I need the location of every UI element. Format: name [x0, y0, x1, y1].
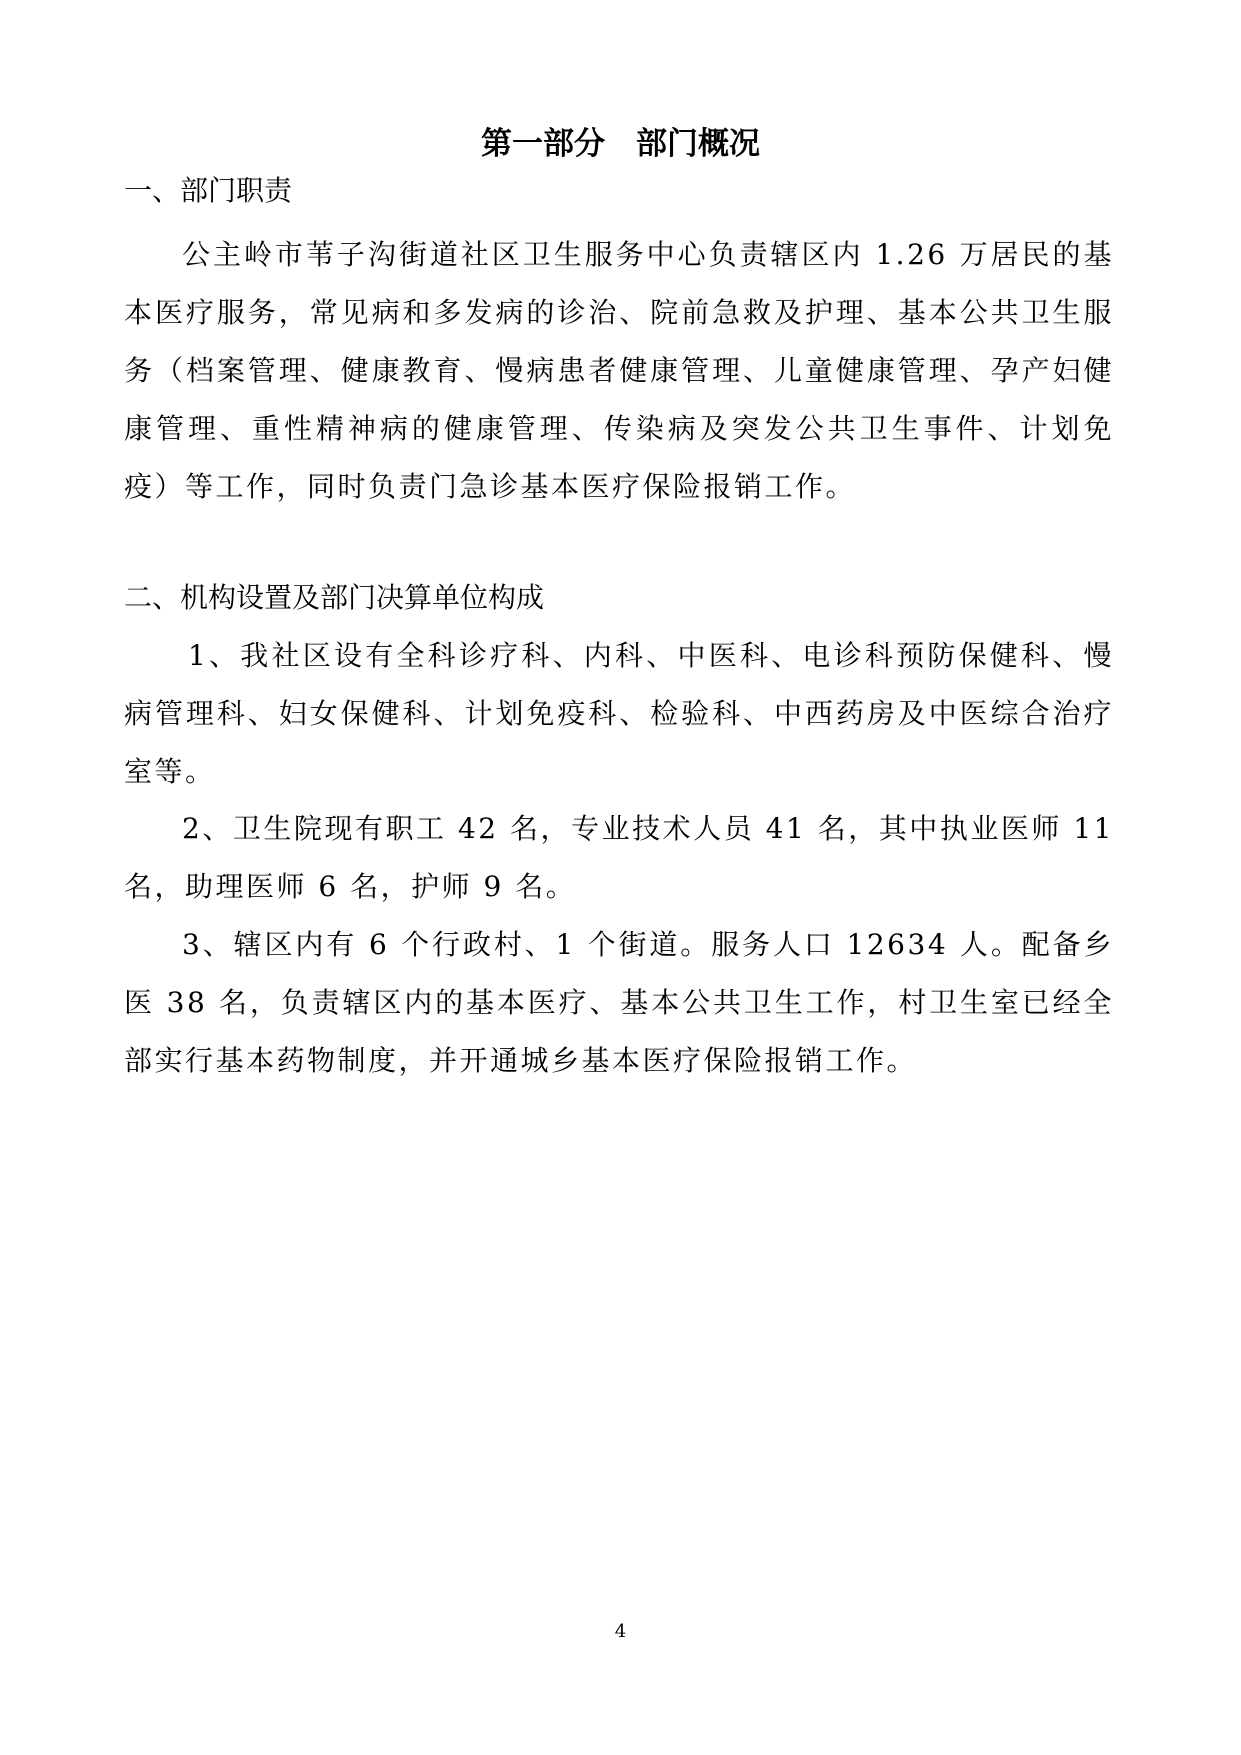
section-heading-duties: 一、部门职责 [124, 174, 293, 207]
section-heading-structure: 二、机构设置及部门决算单位构成 [124, 581, 545, 614]
page-title: 第一部分 部门概况 [481, 126, 760, 162]
structure-paragraph-2: 2、卫生院现有职工 42 名，专业技术人员 41 名，其中执业医师 11 名，助理医师 6 名，护师 9 名。 [124, 812, 1114, 903]
structure-paragraph-1: 1、我社区设有全科诊疗科、内科、中医科、电诊科预防保健科、慢病管理科、妇女保健科、计划免疫科、检验科、中西药房及中医综合治疗室等。 [124, 639, 1114, 788]
structure-paragraph-3: 3、辖区内有 6 个行政村、1 个街道。服务人口 12634 人。配备乡医 38 名，负责辖区内的基本医疗、基本公共卫生工作，村卫生室已经全部实行基本药物制度，并开通城乡基本医疗保险报销工作。 [124, 928, 1114, 1077]
duties-paragraph: 公主岭市苇子沟街道社区卫生服务中心负责辖区内 1.26 万居民的基本医疗服务，常见病和多发病的诊治、院前急救及护理、基本公共卫生服务（档案管理、健康教育、慢病患者健康管理、儿童健康管理、孕产妇健康管理、重性精神病的健康管理、传染病及突发公共卫生事件、计划免疫）等工作，同时负责门急诊基本医疗保险报销工作。 [124, 238, 1114, 503]
page-number: 4 [614, 1621, 627, 1642]
